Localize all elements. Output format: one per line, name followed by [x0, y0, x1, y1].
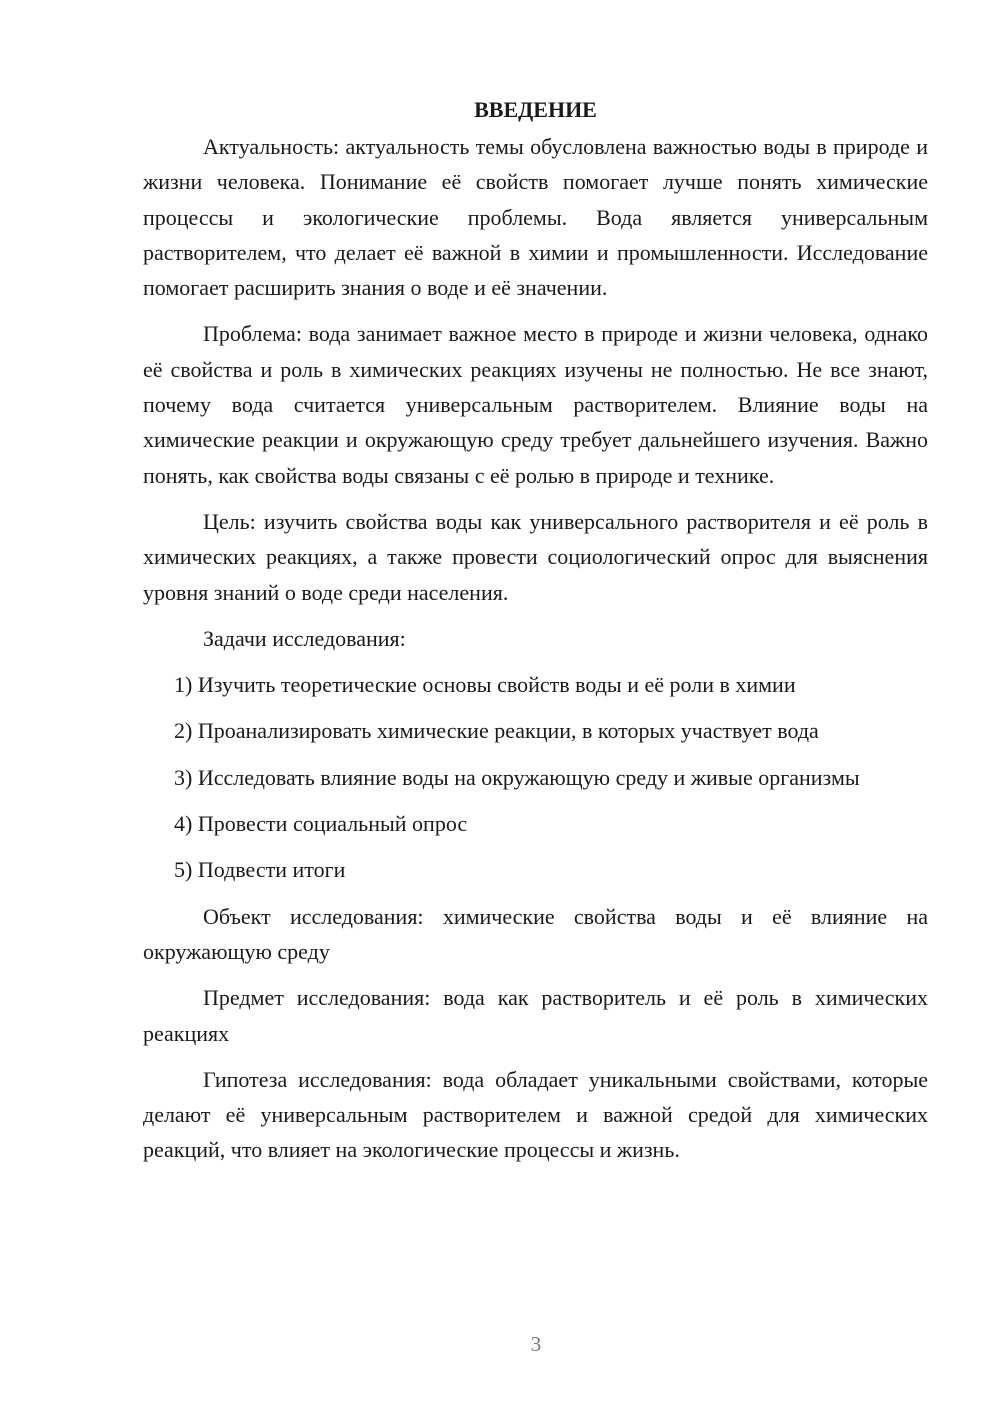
paragraph-goal: Цель: изучить свойства воды как универсального растворителя и её роль в химических реакциях, а также провести социологический опрос для выяснения уровня знаний о воде среди населения. [143, 508, 928, 605]
paragraph-object: Объект исследования: химические свойства воды и её влияние на окружающую среду [143, 903, 928, 964]
page-title: ВВЕДЕНИЕ [474, 97, 597, 122]
document-page [143, 92, 928, 1179]
task-item-4: 4) Провести социальный опрос [174, 811, 468, 837]
page-number: 3 [530, 1332, 542, 1356]
paragraph-tasks-heading: Задачи исследования: [203, 625, 406, 651]
task-item-1: 1) Изучить теоретические основы свойств воды и её роли в химии [174, 672, 796, 698]
paragraph-problem: Проблема: вода занимает важное место в природе и жизни человека, однако её свойства и роль в химических реакциях изучены не полностью. Не все знают, почему вода считается универсальным растворителем. Влияние воды на химические реакции и окружающую среду требует дальнейшего изучения. Важно понять, как свойства воды связаны с её ролью в природе и технике. [143, 321, 928, 488]
task-item-5: 5) Подвести итоги [174, 857, 346, 883]
paragraph-hypothesis: Гипотеза исследования: вода обладает уникальными свойствами, которые делают её универсальным растворителем и важной средой для химических реакций, что влияет на экологические процессы и жизнь. [143, 1066, 928, 1163]
task-item-2: 2) Проанализировать химические реакции, в которых участвует вода [174, 718, 819, 744]
paragraph-relevance: Актуальность: актуальность темы обусловлена важностью воды в природе и жизни человека. Понимание её свойств помогает лучше понять химические процессы и экологические проблемы. Вода является универсальным растворителем, что делает её важной в химии и промышленности. Исследование помогает расширить знания о воде и её значении. [143, 134, 928, 301]
task-item-3: 3) Исследовать влияние воды на окружающую среду и живые организмы [174, 764, 860, 790]
paragraph-subject: Предмет исследования: вода как растворитель и её роль в химических реакциях [143, 985, 928, 1046]
